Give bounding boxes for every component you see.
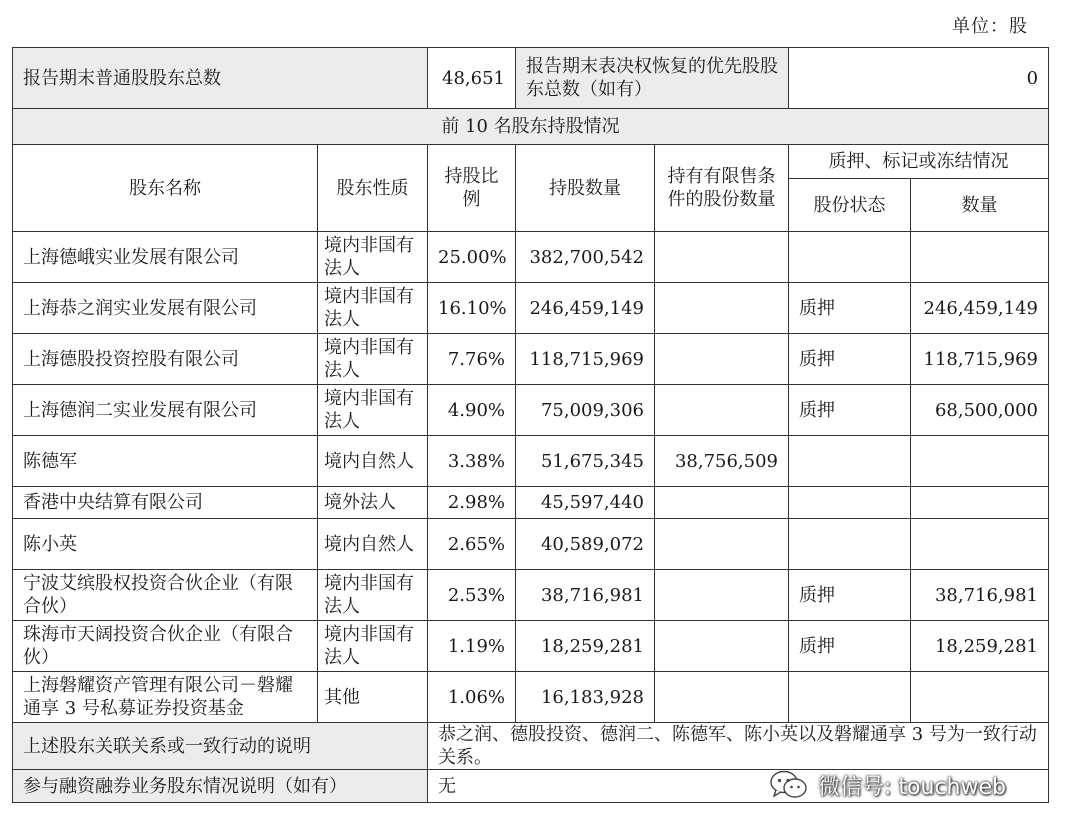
cell-status (789, 672, 911, 723)
cell-ratio: 2.65% (428, 519, 516, 570)
table-row (13, 570, 1049, 621)
table-row (13, 385, 1049, 436)
cell-ratio: 3.38% (428, 436, 516, 487)
cell-ratio: 7.76% (428, 334, 516, 385)
header-ratio: 持股比例 (428, 145, 516, 232)
header-nature: 股东性质 (318, 145, 428, 232)
table-row (13, 334, 1049, 385)
cell-amount (911, 519, 1049, 570)
shareholder-table (12, 47, 1049, 803)
cell-status (789, 519, 911, 570)
margin-label: 参与融资融券业务股东情况说明（如有） (13, 770, 428, 803)
watermark (768, 768, 1006, 802)
header-status: 股份状态 (789, 179, 911, 232)
relation-label: 上述股东关联关系或一致行动的说明 (13, 723, 428, 770)
cell-amount: 38,716,981 (911, 570, 1049, 621)
cell-amount (911, 436, 1049, 487)
cell-name: 陈小英 (13, 519, 318, 570)
header-row-1 (13, 145, 1049, 179)
cell-ratio: 2.98% (428, 487, 516, 519)
cell-status (789, 232, 911, 283)
cell-status: 质押 (789, 385, 911, 436)
cell-ratio: 1.19% (428, 621, 516, 672)
cell-restricted: 38,756,509 (655, 436, 789, 487)
cell-restricted (655, 570, 789, 621)
cell-restricted (655, 334, 789, 385)
summary-preferred-label: 报告期末表决权恢复的优先股股东总数（如有） (516, 48, 789, 109)
summary-common-value: 48,651 (428, 48, 516, 109)
cell-amount (911, 487, 1049, 519)
cell-restricted (655, 519, 789, 570)
header-pledge-group: 质押、标记或冻结情况 (789, 145, 1049, 179)
relation-text: 恭之润、德股投资、德润二、陈德军、陈小英以及磐耀通享 3 号为一致行动关系。 (428, 723, 1049, 770)
cell-ratio: 4.90% (428, 385, 516, 436)
cell-status (789, 436, 911, 487)
cell-quantity: 382,700,542 (516, 232, 655, 283)
cell-quantity: 51,675,345 (516, 436, 655, 487)
cell-nature: 境内非国有法人 (318, 334, 428, 385)
cell-status: 质押 (789, 570, 911, 621)
cell-nature: 其他 (318, 672, 428, 723)
cell-quantity: 38,716,981 (516, 570, 655, 621)
cell-quantity: 40,589,072 (516, 519, 655, 570)
cell-restricted (655, 283, 789, 334)
cell-status: 质押 (789, 334, 911, 385)
cell-amount: 68,500,000 (911, 385, 1049, 436)
table-row (13, 621, 1049, 672)
header-name: 股东名称 (13, 145, 318, 232)
cell-nature: 境内非国有法人 (318, 621, 428, 672)
header-amount: 数量 (911, 179, 1049, 232)
cell-quantity: 16,183,928 (516, 672, 655, 723)
cell-name: 上海磐耀资产管理有限公司－磐耀通享 3 号私募证券投资基金 (13, 672, 318, 723)
table-row (13, 487, 1049, 519)
cell-quantity: 18,259,281 (516, 621, 655, 672)
table-row (13, 672, 1049, 723)
cell-name: 上海德润二实业发展有限公司 (13, 385, 318, 436)
cell-nature: 境内自然人 (318, 519, 428, 570)
header-quantity: 持股数量 (516, 145, 655, 232)
table-row (13, 519, 1049, 570)
cell-name: 上海德股投资控股有限公司 (13, 334, 318, 385)
cell-name: 香港中央结算有限公司 (13, 487, 318, 519)
header-restricted: 持有有限售条件的股份数量 (655, 145, 789, 232)
cell-amount (911, 232, 1049, 283)
unit-label: 单位：股 (952, 16, 1028, 37)
cell-status: 质押 (789, 621, 911, 672)
cell-restricted (655, 487, 789, 519)
cell-name: 珠海市天阔投资合伙企业（有限合伙） (13, 621, 318, 672)
cell-restricted (655, 621, 789, 672)
table-row (13, 436, 1049, 487)
summary-common-label: 报告期末普通股股东总数 (13, 48, 428, 109)
cell-nature: 境外法人 (318, 487, 428, 519)
cell-ratio: 2.53% (428, 570, 516, 621)
section-title: 前 10 名股东持股情况 (13, 109, 1049, 145)
watermark-text: 微信号: touchweb (818, 774, 1006, 800)
cell-name: 上海德峨实业发展有限公司 (13, 232, 318, 283)
cell-name: 宁波艾缤股权投资合伙企业（有限合伙） (13, 570, 318, 621)
cell-ratio: 1.06% (428, 672, 516, 723)
cell-nature: 境内自然人 (318, 436, 428, 487)
cell-quantity: 45,597,440 (516, 487, 655, 519)
cell-restricted (655, 385, 789, 436)
cell-ratio: 25.00% (428, 232, 516, 283)
summary-preferred-value: 0 (789, 48, 1049, 109)
cell-ratio: 16.10% (428, 283, 516, 334)
wechat-icon (768, 768, 810, 802)
summary-row (13, 48, 1049, 109)
margin-text: 无 (428, 770, 1049, 803)
cell-nature: 境内非国有法人 (318, 283, 428, 334)
cell-status (789, 487, 911, 519)
cell-quantity: 118,715,969 (516, 334, 655, 385)
cell-amount (911, 672, 1049, 723)
cell-quantity: 75,009,306 (516, 385, 655, 436)
cell-restricted (655, 672, 789, 723)
cell-quantity: 246,459,149 (516, 283, 655, 334)
cell-nature: 境内非国有法人 (318, 232, 428, 283)
cell-status: 质押 (789, 283, 911, 334)
cell-nature: 境内非国有法人 (318, 570, 428, 621)
cell-amount: 18,259,281 (911, 621, 1049, 672)
table-row (13, 232, 1049, 283)
relation-row (13, 723, 1049, 770)
cell-nature: 境内非国有法人 (318, 385, 428, 436)
table-row (13, 283, 1049, 334)
cell-amount: 246,459,149 (911, 283, 1049, 334)
cell-name: 陈德军 (13, 436, 318, 487)
cell-name: 上海恭之润实业发展有限公司 (13, 283, 318, 334)
section-title-row (13, 109, 1049, 145)
cell-amount: 118,715,969 (911, 334, 1049, 385)
cell-restricted (655, 232, 789, 283)
